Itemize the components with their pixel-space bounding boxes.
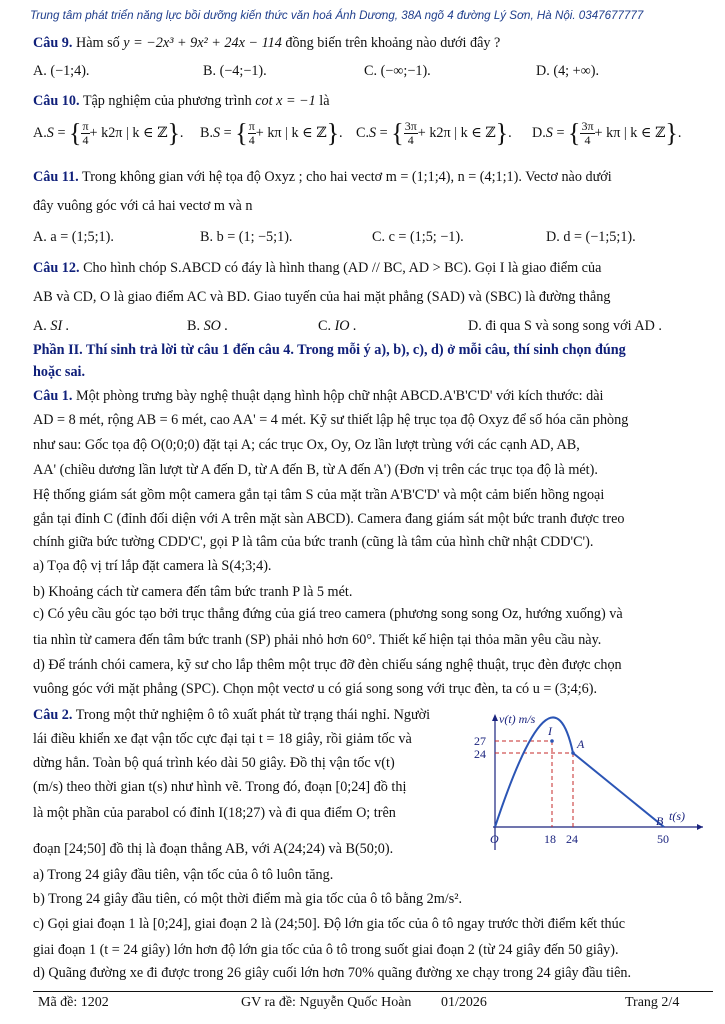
point-a [571, 751, 575, 755]
q12-option-b[interactable]: B. SO . [187, 318, 228, 334]
q12-option-d[interactable]: D. đi qua S và song song với AD . [468, 318, 662, 334]
q9-option-d[interactable]: D. (4; +∞). [536, 63, 600, 79]
p1-line-5: Hệ thống giám sát gồm một camera gắn tại tâm S của mặt trần A'B'C'D' và một cảm biến hồng ngoại [33, 487, 605, 503]
y-axis-arrow [492, 714, 498, 721]
q9-label: Câu 9. [33, 35, 73, 51]
date: 01/2026 [441, 995, 487, 1010]
question-11 [33, 168, 612, 186]
p1-line-3: như sau: Gốc tọa độ O(0;0;0) đặt tại A; các trục Ox, Oy, Oz lần lượt trùng với các cạnh AD, AB, [33, 437, 580, 453]
q12-line-2: AB và CD, O là giao điểm AC và BD. Giao tuyến của hai mặt phẳng (SAD) và (SBC) là đường thẳng [33, 289, 611, 305]
p1-statement-d: d) Để tránh chói camera, kỹ sư cho lắp thêm một trục đỡ đèn chiếu sáng nghệ thuật, trục đèn được chọn [33, 657, 622, 673]
tick-x-18: 18 [544, 832, 556, 846]
p1-line-7: chính giữa bức tường CDD'C', gọi P là tâm của bức tranh (cũng là tâm của hình chữ nhật CDD'C'). [33, 534, 594, 550]
page-footer [33, 991, 713, 1010]
parabola-curve [495, 717, 573, 827]
p1-statement-d-cont: vuông góc với mặt phẳng (SPC). Chọn một vectơ u có giá song song với trục đèn, ta có u = (3;4;6). [33, 681, 598, 697]
q9-option-b[interactable]: B. (−4;−1). [203, 63, 267, 79]
p1-statement-b: b) Khoảng cách từ camera đến tâm bức tranh P là 5 mét. [33, 584, 353, 600]
page-number: Trang 2/4 [625, 995, 680, 1010]
author: GV ra đề: Nguyễn Quốc Hoàn [241, 995, 412, 1010]
q12-label: Câu 12. [33, 260, 80, 276]
p2-statement-b: b) Trong 24 giây đầu tiên, có một thời điểm mà gia tốc của ô tô bằng 2m/s². [33, 891, 463, 907]
tick-x-50: 50 [657, 832, 669, 846]
tick-y-27: 27 [474, 734, 486, 748]
p1-line-6: gắn tại đỉnh C (đỉnh đối diện với A trên mặt sàn ABCD). Camera đang giám sát một bức tranh được treo [33, 511, 625, 527]
q9-text-2: đồng biến trên khoảng nào dưới đây ? [285, 35, 501, 51]
p1-statement-c: c) Có yêu cầu góc tạo bởi trục thẳng đứng của giá treo camera (phương song song Oz, hướng xuống) và [33, 606, 623, 622]
y-axis-label: v(t) m/s [499, 712, 536, 726]
question-10 [33, 92, 330, 110]
p2-line-6: đoạn [24;50] đồ thị là đoạn thẳng AB, với A(24;24) và B(50;0). [33, 841, 394, 857]
q11-line-1: Trong không gian với hệ tọa độ Oxyz ; cho hai vectơ m = (1;1;4), n = (4;1;1). Vectơ nào dưới [82, 169, 612, 185]
point-a-label: A [577, 737, 585, 751]
p2-statement-c: c) Gọi giai đoạn 1 là [0;24], giai đoạn 2 là (24;50]. Độ lớn gia tốc của ô tô ngay trước thời điểm kết thúc [33, 916, 626, 932]
q11-option-a[interactable]: A. a = (1;5;1). [33, 229, 114, 245]
point-i [550, 739, 554, 743]
p2-line-3: dừng hẳn. Toàn bộ quá trình kéo dài 50 giây. Đồ thị vận tốc v(t) [33, 755, 395, 771]
p1-line-4: AA' (chiều dương lần lượt từ A đến D, từ A đến B, từ A đến A') (Đơn vị trên các trục tọa độ là mét). [33, 462, 598, 478]
x-axis-label: t(s) [669, 809, 685, 823]
p2-line-1: Câu 2. Trong một thử nghiệm ô tô xuất phát từ trạng thái nghỉ. Người [33, 707, 431, 723]
p1-line-1: Câu 1. Một phòng trưng bày nghệ thuật dạng hình hộp chữ nhật ABCD.A'B'C'D' với kích thước: dài [33, 388, 604, 404]
q10-option-c[interactable]: C.S = { $\frac{3\pi}{4}$ + k2π | k ∈ ℤ}. [356, 118, 512, 148]
page-header: Trung tâm phát triển năng lực bồi dưỡng kiến thức văn hoá Ánh Dương, 38A ngõ 4 đường Lý Sơn, Hà Nội. 0347677777 [30, 9, 644, 22]
q9-option-c[interactable]: C. (−∞;−1). [364, 63, 431, 79]
q11-option-b[interactable]: B. b = (1; −5;1). [200, 229, 293, 245]
q10-option-b[interactable]: B.S = { $\frac{\pi}{4}$ + kπ | k ∈ ℤ}. [200, 118, 343, 148]
q9-formula: y = −2x³ + 9x² + 24x − 114 [123, 35, 282, 51]
q11-label: Câu 11. [33, 169, 79, 185]
q10-text: Tập nghiệm của phương trình [82, 93, 252, 109]
q10-formula: cot x = −1 [255, 93, 316, 109]
q12-line-1: Cho hình chóp S.ABCD có đáy là hình thang (AD // BC, AD > BC). Gọi I là giao điểm của [83, 260, 602, 276]
tick-y-24: 24 [474, 747, 486, 761]
q12-option-c[interactable]: C. IO . [318, 318, 357, 334]
p2-line-4: (m/s) theo thời gian t(s) như hình vẽ. Trong đó, đoạn [0;24] đồ thị [33, 779, 407, 795]
x-axis-arrow [697, 824, 703, 830]
question-9 [33, 34, 500, 52]
p2-line-2: lái điều khiển xe đạt vận tốc cực đại tại t = 18 giây, rồi giảm tốc và [33, 731, 412, 747]
segment-ab [573, 753, 664, 827]
q10-label: Câu 10. [33, 93, 80, 109]
q9-text: Hàm số [75, 35, 120, 51]
q10-option-a[interactable]: A.S = { $\frac{\pi}{4}$ + k2π | k ∈ ℤ}. [33, 118, 184, 148]
part-2-heading: Phần II. Thí sinh trả lời từ câu 1 đến câu 4. Trong mỗi ý a), b), c), d) ở mỗi câu, thí sinh chọn đúng [33, 342, 626, 358]
p2-statement-d: d) Quãng đường xe đi được trong 26 giây cuối lớn hơn 70% quãng đường xe chạy trong 24 giây đầu tiên. [33, 965, 632, 981]
point-i-label: I [548, 724, 552, 738]
point-b-label: B [656, 814, 664, 828]
q11-option-d[interactable]: D. d = (−1;5;1). [546, 229, 636, 245]
p2-statement-c-cont: giai đoạn 1 (t = 24 giây) lớn hơn độ lớn gia tốc của ô tô trong suốt giai đoạn 2 (từ 24 giây đến 50 giây). [33, 942, 619, 958]
q12-option-a[interactable]: A. SI . [33, 318, 70, 334]
velocity-graph [468, 712, 708, 862]
q11-option-c[interactable]: C. c = (1;5; −1). [372, 229, 464, 245]
p2-line-5: là một phần của parabol có đỉnh I(18;27) và đi qua điểm O; trên [33, 805, 396, 821]
q9-option-a[interactable]: A. (−1;4). [33, 63, 90, 79]
p1-statement-a: a) Tọa độ vị trí lắp đặt camera là S(4;3;4). [33, 558, 272, 574]
exam-code: Mã đề: 1202 [38, 995, 109, 1010]
p2-statement-a: a) Trong 24 giây đầu tiên, vận tốc của ô tô luôn tăng. [33, 867, 334, 883]
origin-label: O [490, 832, 499, 846]
p1-statement-c-cont: tia nhìn từ camera đến tâm bức tranh (SP) phải nhỏ hơn 60°. Thiết kế hiện tại thỏa mãn yêu cầu này. [33, 632, 602, 648]
part-2-heading-cont: hoặc sai. [33, 364, 86, 380]
tick-x-24: 24 [566, 832, 578, 846]
p1-line-2: AD = 8 mét, rộng AB = 6 mét, cao AA' = 4 mét. Kỹ sư thiết lập hệ trục tọa độ Oxyz để số hóa căn phòng [33, 412, 629, 428]
q11-line-2: đây vuông góc với cả hai vectơ m và n [33, 198, 253, 214]
q10-option-d[interactable]: D.S = { $\frac{3\pi}{4}$ + kπ | k ∈ ℤ}. [532, 118, 682, 148]
question-12 [33, 259, 601, 277]
q10-text-2: là [319, 93, 330, 109]
